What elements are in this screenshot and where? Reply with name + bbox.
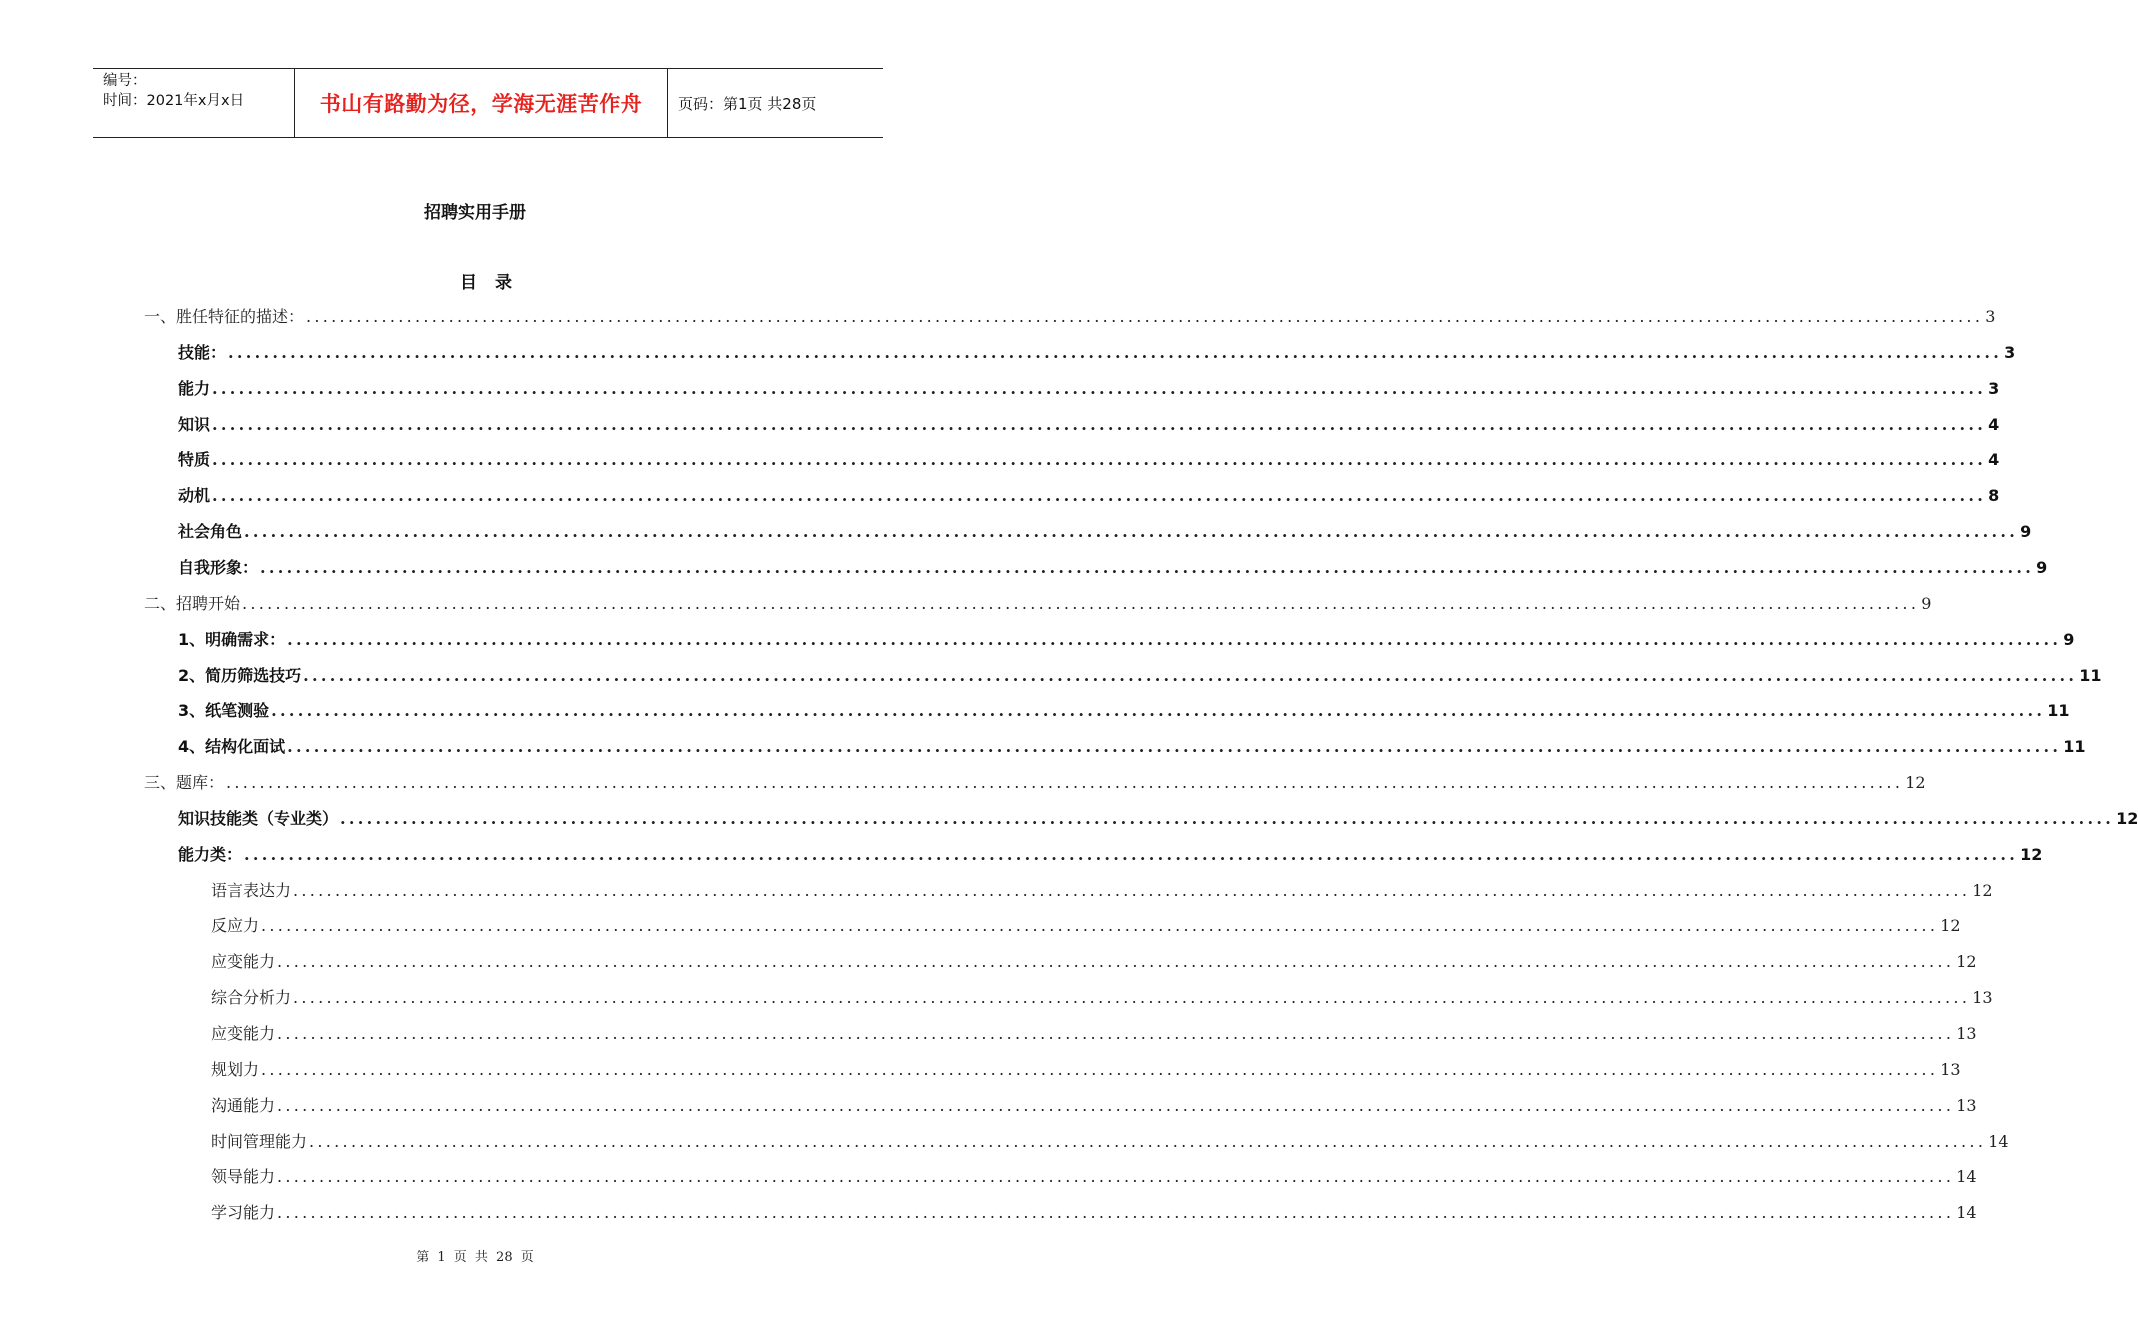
toc-entry[interactable]: [178, 734, 2086, 758]
toc-leader-dots: ........................................................................................................................................................................................................: [306, 307, 1984, 326]
header-motto: 书山有路勤为径，学海无涯苦作舟: [295, 69, 668, 137]
toc-leader-dots: ........................................................................................................................................................................................................: [212, 450, 1987, 470]
toc-leader-dots: ........................................................................................................................................................................................................: [277, 1095, 1955, 1115]
toc-entry-page: 9: [2020, 522, 2032, 542]
toc-entry-page: 12: [1956, 952, 1977, 972]
toc-leader-dots: ........................................................................................................................................................................................................: [277, 1024, 1955, 1043]
toc-leader-dots: ........................................................................................................................................................................................................: [260, 557, 2035, 577]
toc-entry-page: 9: [2063, 629, 2075, 649]
toc-entry-page: 13: [1972, 988, 1993, 1008]
toc-entry-page: 11: [2063, 737, 2086, 757]
toc-entry-label: 技能：: [178, 342, 227, 362]
toc-entry-page: 13: [1956, 1095, 1977, 1115]
toc-entry[interactable]: [178, 447, 2000, 471]
toc-entry-page: 9: [1921, 593, 1932, 613]
toc-entry[interactable]: [178, 376, 2000, 400]
toc-entry-label: 反应力: [211, 916, 260, 936]
toc-entry-label: 学习能力: [211, 1203, 276, 1223]
toc-entry-page: 12: [1905, 773, 1926, 793]
toc-entry-label: 2、简历筛选技巧: [178, 665, 302, 685]
header-number-label: 编号：: [103, 73, 147, 89]
toc-entry-label: 二、招聘开始: [144, 593, 241, 613]
toc-leader-dots: ........................................................................................................................................................................................................: [287, 629, 2062, 649]
toc-entry[interactable]: [178, 340, 2016, 364]
toc-entry-page: 12: [1940, 916, 1961, 936]
toc-entry-label: 能力类：: [178, 844, 243, 864]
toc-entry-page: 11: [2079, 665, 2102, 685]
toc-leader-dots: ........................................................................................................................................................................................................: [293, 988, 1971, 1008]
toc-entry-page: 3: [1985, 307, 1996, 326]
toc-entry-label: 动机: [178, 486, 211, 506]
toc-entry[interactable]: [178, 627, 2075, 651]
toc-entry-page: 14: [1956, 1203, 1977, 1223]
toc-entry-page: 12: [2116, 808, 2138, 828]
toc-leader-dots: ........................................................................................................................................................................................................: [244, 844, 2019, 864]
toc-leader-dots: ........................................................................................................................................................................................................: [271, 701, 2046, 721]
toc-entry[interactable]: [178, 519, 2032, 543]
toc-entry-page: 14: [1988, 1131, 2009, 1151]
toc-leader-dots: ........................................................................................................................................................................................................: [309, 1131, 1987, 1151]
toc-entry-label: 4、结构化面试: [178, 737, 286, 757]
toc-entry[interactable]: [211, 1021, 1977, 1045]
toc-entry[interactable]: [144, 770, 1926, 794]
toc-entry-page: 8: [1988, 486, 2000, 506]
toc-entry-page: 3: [1988, 378, 2000, 398]
toc-entry-label: 语言表达力: [211, 880, 292, 900]
toc-entry[interactable]: [178, 483, 2000, 507]
toc-entry-label: 应变能力: [211, 1024, 276, 1043]
toc-entry[interactable]: [178, 842, 2043, 866]
toc-entry-label: 应变能力: [211, 952, 276, 972]
toc-leader-dots: ........................................................................................................................................................................................................: [303, 665, 2078, 685]
toc-entry-page: 12: [2020, 844, 2043, 864]
toc-leader-dots: ........................................................................................................................................................................................................: [242, 593, 1920, 613]
toc-entry[interactable]: [211, 949, 1977, 973]
toc-entry[interactable]: [211, 1164, 1977, 1188]
header-meta: [93, 69, 295, 137]
toc-entry-label: 社会角色: [178, 522, 243, 542]
toc-entry-page: 9: [2036, 557, 2048, 577]
toc-entry[interactable]: [178, 698, 2070, 722]
toc-entry-page: 14: [1956, 1167, 1977, 1187]
toc-entry[interactable]: [211, 1200, 1977, 1224]
toc-leader-dots: ........................................................................................................................................................................................................: [261, 1059, 1939, 1079]
toc-entry[interactable]: [211, 878, 1993, 902]
toc-entry-label: 时间管理能力: [211, 1131, 308, 1151]
toc-entry-page: 4: [1988, 414, 2000, 434]
toc-leader-dots: ........................................................................................................................................................................................................: [212, 486, 1987, 506]
toc-leader-dots: ........................................................................................................................................................................................................: [340, 808, 2115, 828]
toc-entry[interactable]: [144, 304, 1996, 328]
toc-leader-dots: ........................................................................................................................................................................................................: [228, 342, 2003, 362]
toc-title: 目 录: [460, 273, 518, 293]
toc-entry-label: 一、胜任特征的描述：: [144, 307, 305, 326]
toc-leader-dots: ........................................................................................................................................................................................................: [226, 773, 1904, 793]
header-page-label: 页码：第1页 共28页: [678, 94, 817, 113]
toc-leader-dots: ........................................................................................................................................................................................................: [244, 522, 2019, 542]
toc-entry-label: 3、纸笔测验: [178, 701, 270, 721]
toc-entry-page: 3: [2004, 342, 2016, 362]
toc-entry[interactable]: [178, 663, 2102, 687]
toc-leader-dots: ........................................................................................................................................................................................................: [261, 916, 1939, 936]
toc-entry-label: 沟通能力: [211, 1095, 276, 1115]
toc-leader-dots: ........................................................................................................................................................................................................: [212, 378, 1987, 398]
document-title: 招聘实用手册: [424, 203, 526, 223]
toc-entry-label: 知识: [178, 414, 211, 434]
toc-entry-page: 11: [2047, 701, 2070, 721]
toc-entry[interactable]: [144, 591, 1932, 615]
toc-leader-dots: ........................................................................................................................................................................................................: [277, 1167, 1955, 1187]
toc-entry-label: 领导能力: [211, 1167, 276, 1187]
toc-entry[interactable]: [178, 555, 2048, 579]
toc-entry-label: 综合分析力: [211, 988, 292, 1008]
toc-leader-dots: ........................................................................................................................................................................................................: [293, 880, 1971, 900]
toc-entry-page: 13: [1956, 1024, 1977, 1043]
header-time-label: 时间：2021年x月x日: [103, 93, 245, 109]
toc-leader-dots: ........................................................................................................................................................................................................: [212, 414, 1987, 434]
toc-entry[interactable]: [211, 1093, 1977, 1117]
toc-entry-label: 自我形象：: [178, 557, 259, 577]
toc-leader-dots: ........................................................................................................................................................................................................: [277, 952, 1955, 972]
toc-leader-dots: ........................................................................................................................................................................................................: [287, 737, 2062, 757]
toc-entry-label: 规划力: [211, 1059, 260, 1079]
toc-entry-label: 特质: [178, 450, 211, 470]
toc-entry[interactable]: [178, 806, 2138, 830]
toc-entry-page: 13: [1940, 1059, 1961, 1079]
toc-entry[interactable]: [211, 985, 1993, 1009]
page-footer: 第 1 页 共 28 页: [416, 1250, 534, 1265]
toc-entry[interactable]: [178, 412, 2000, 436]
toc-entry-label: 三、题库：: [144, 773, 225, 793]
toc-leader-dots: ........................................................................................................................................................................................................: [277, 1203, 1955, 1223]
toc-entry[interactable]: [211, 1129, 2009, 1153]
page-header: [93, 68, 883, 138]
toc-entry-label: 能力: [178, 378, 211, 398]
toc-entry[interactable]: [211, 913, 1961, 937]
toc-entry-label: 知识技能类（专业类）: [178, 808, 339, 828]
toc-entry-page: 12: [1972, 880, 1993, 900]
toc-entry[interactable]: [211, 1057, 1961, 1081]
toc-entry-page: 4: [1988, 450, 2000, 470]
toc-entry-label: 1、明确需求：: [178, 629, 286, 649]
